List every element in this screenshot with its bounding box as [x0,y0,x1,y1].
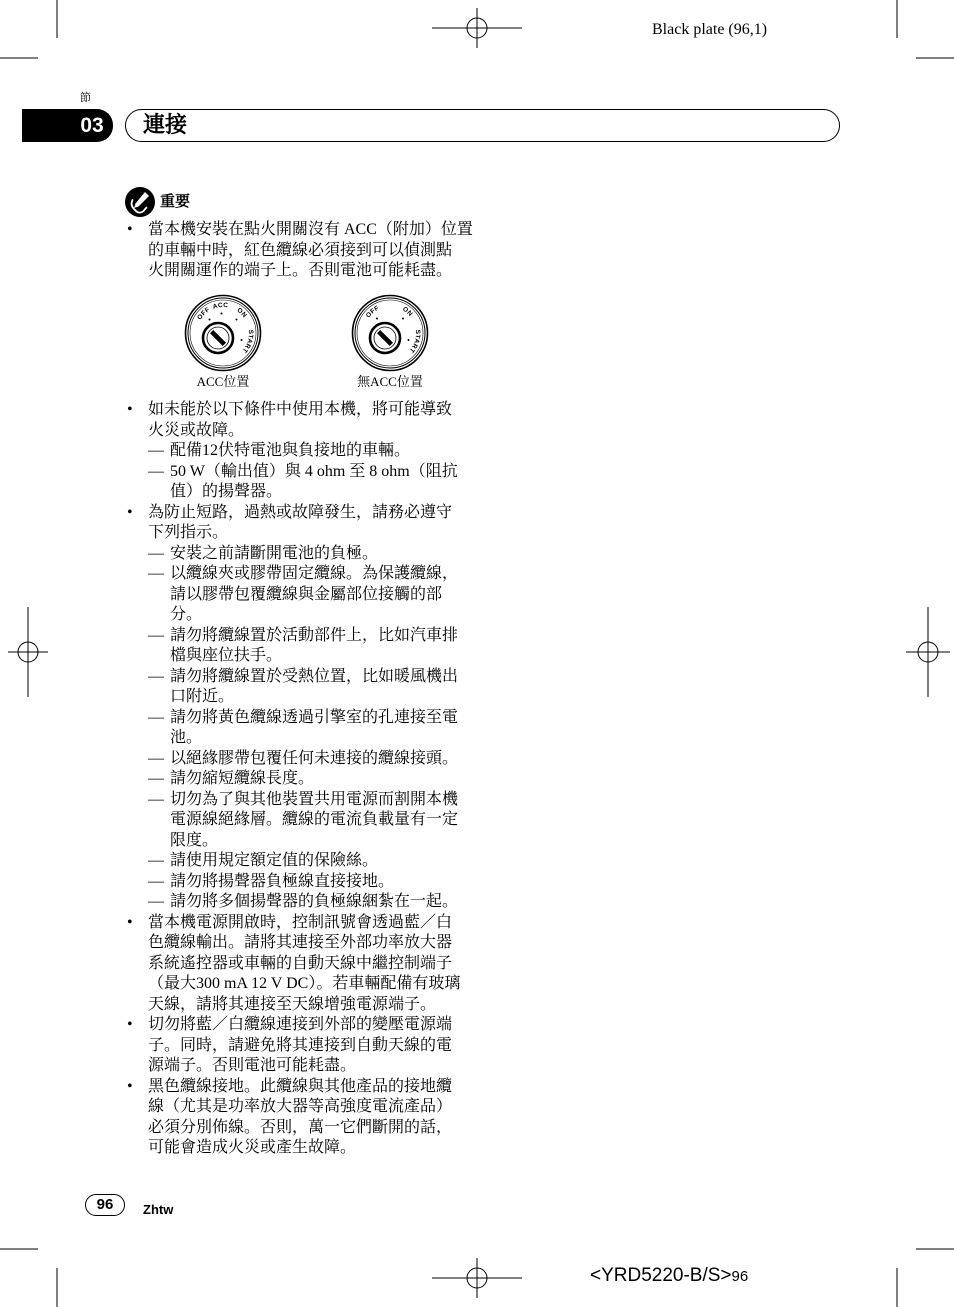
dash-marker: — [148,770,164,787]
document-code-page: 96 [731,1268,749,1285]
item-text-line: 為防止短路，過熱或故障發生，請務必遵守 [148,503,453,521]
sub-item-text-line: 分。 [170,606,203,623]
sub-item [148,544,478,565]
sub-item [148,851,478,872]
sub-item-text-line: 口附近。 [170,688,235,705]
sub-item-text-line: 請勿將揚聲器負極線直接接地。 [170,872,395,890]
sub-item-text-line: 電源線絕緣層。纜線的電流負載量有一定 [170,811,459,828]
dash-marker: — [148,790,164,808]
bullet-item [127,1077,478,1159]
section-label: 節 [80,91,91,104]
dash-marker: — [148,544,164,562]
sub-item-text-line: 請以膠帶包覆纜線與金屬部位接觸的部 [170,585,443,603]
sub-item [148,626,478,667]
sub-item-text-line: 檔與座位扶手。 [170,647,283,664]
dash-marker: — [148,442,164,459]
plate-label: Black plate (96,1) [652,21,768,38]
section-title-box [125,109,840,142]
writing-hand-icon [125,187,155,217]
sub-item-text-line: 值）的揚聲器。 [170,483,283,500]
section-title: 連接 [143,113,188,138]
section-number: 03 [80,114,104,137]
sub-item-text-line: 以纜線夾或膠帶固定纜線。為保護纜線， [170,565,459,582]
sub-item-text-line: 請使用規定額定值的保險絲。 [170,852,379,869]
registration-mark-top [432,8,522,48]
item-text-line: 子。同時，請避免將其連接到自動天線的電 [148,1036,453,1054]
item-text-line: 切勿將藍／白纜線連接到外部的變壓電源端 [148,1016,453,1033]
position-label-acc: ACC [211,301,229,311]
item-text-line: 系統遙控器或車輛的自動天線中繼控制端子 [148,954,453,972]
bullet-item [127,1015,478,1077]
registration-mark-bottom [432,1258,522,1298]
dash-marker: — [148,708,164,726]
dash-marker: — [148,626,164,644]
sub-item-text-line: 請勿將纜線置於受熱位置，比如暖風機出 [170,667,459,685]
document-code [590,1265,748,1288]
ignition-switch-acc-diagram [183,293,263,373]
registration-mark-left [8,607,48,697]
dash-marker: — [148,667,164,685]
bullet-marker: • [127,1077,133,1095]
svg-text:START [407,330,421,354]
sub-item-text-line: 切勿為了與其他裝置共用電源而割開本機 [170,790,459,808]
item-text-line: 的車輛中時，紅色纜線必須接到可以偵測點 [148,241,453,259]
item-text-line: 火災或故障。 [148,421,245,439]
sub-item [148,564,478,626]
svg-text:START [240,330,254,354]
item-text-line: （最大300 mA 12 V DC）。若車輛配備有玻璃 [148,975,461,992]
sub-item [148,441,478,462]
bullet-marker: • [127,503,133,521]
diagram-caption-no-acc: 無ACC位置 [357,374,423,389]
important-list-part1 [127,220,478,282]
sub-item [148,790,478,852]
sub-item [148,708,478,749]
position-label-on: ON [401,305,414,318]
bullet-item [127,220,478,282]
bullet-item [127,913,478,1016]
diagram-caption-acc: ACC位置 [196,374,250,389]
sub-item-text-line: 池。 [170,729,203,746]
bullet-item [127,503,478,913]
sub-item [148,462,478,503]
sub-item [148,667,478,708]
item-text-line: 天線，請將其連接至天線增強電源端子。 [148,995,437,1013]
dash-marker: — [148,749,164,767]
dash-marker: — [148,565,164,582]
section-number-tab [22,109,113,142]
item-text-line: 線（尤其是功率放大器等高強度電流產品） [148,1098,453,1115]
bullet-marker: • [127,913,133,931]
bullet-marker: • [127,401,133,418]
dash-marker: — [148,872,164,890]
important-heading: 重要 [160,192,191,210]
dash-marker: — [148,462,164,480]
registration-mark-right [906,607,950,697]
item-text-line: 源端子。否則電池可能耗盡。 [148,1057,357,1074]
item-text-line: 如未能於以下條件中使用本機，將可能導致 [148,401,453,418]
sub-item-text-line: 請勿將黃色纜線透過引擎室的孔連接至電 [170,708,459,726]
page-number: 96 [85,1194,125,1216]
bullet-marker: • [127,1016,133,1033]
dash-marker: — [148,893,164,910]
sub-item [148,749,478,770]
item-text-line: 可能會造成火災或產生故障。 [148,1139,357,1156]
position-label-start: START [240,329,255,354]
key-cylinder [370,323,400,353]
item-text-line: 當本機安裝在點火開關沒有 ACC（附加）位置 [148,221,473,238]
position-label-on: ON [235,306,249,320]
sub-item [148,769,478,790]
sub-item-text-line: 安裝之前請斷開電池的負極。 [170,544,379,562]
sub-item-text-line: 以絕緣膠帶包覆任何未連接的纜線接頭。 [170,749,459,767]
item-text-line: 黑色纜線接地。此纜線與其他產品的接地纜 [148,1077,453,1095]
important-list-part2 [127,400,478,1159]
sub-item-text-line: 請勿將纜線置於活動部件上，比如汽車排 [170,626,459,644]
position-label-off: OFF [196,306,212,322]
sub-item-text-line: 50 W（輸出值）與 4 ohm 至 8 ohm（阻抗 [170,462,458,480]
position-label-start: START [407,329,422,354]
dash-marker: — [148,852,164,869]
sub-item [148,892,478,913]
position-label-off: OFF [364,304,381,320]
ignition-switch-no-acc-diagram [350,293,430,373]
item-text-line: 色纜線輸出。請將其連接至外部功率放大器 [148,934,453,951]
language-code: Zhtw [143,1202,174,1217]
item-text-line: 下列指示。 [148,524,229,541]
sub-item-text-line: 請勿縮短纜線長度。 [170,770,315,787]
svg-text:ON [401,306,414,318]
item-text-line: 當本機電源開啟時，控制訊號會透過藍／白 [148,913,453,931]
key-cylinder [203,323,233,353]
sub-item-text-line: 配備12伏特電池與負接地的車輛。 [170,442,411,459]
svg-text:ON [236,307,249,319]
sub-item [148,872,478,893]
svg-text:ACC [212,302,229,311]
document-code-id: <YRD5220-B/S> [590,1265,732,1286]
item-text-line: 必須分別佈線。否則，萬一它們斷開的話， [148,1118,453,1136]
bullet-marker: • [127,221,133,238]
item-text-line: 火開關運作的端子上。否則電池可能耗盡。 [148,262,453,279]
sub-item-text-line: 限度。 [170,831,219,849]
sub-item-text-line: 請勿將多個揚聲器的負極線綑紮在一起。 [170,893,459,910]
bullet-item [127,400,478,503]
